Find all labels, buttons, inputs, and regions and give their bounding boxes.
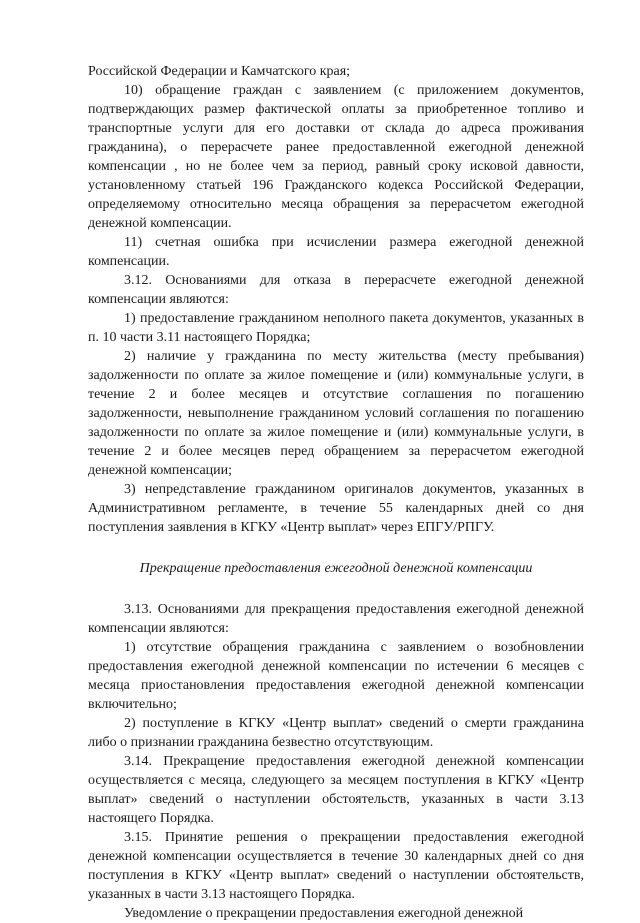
paragraph-3-15: 3.15. Принятие решения о прекращении предоставления ежегодной денежной компенсации осуществляется в течение 30 календарных дней со дня поступления в КГКУ «Центр выплат» сведений о наступлении обстоятельств, указанных в части 3.13 настоящего Порядка. [88,830,584,902]
paragraph-3-13-item-2: 2) поступление в КГКУ «Центр выплат» сведений о смерти гражданина либо о признании гражданина безвестно отсутствующим. [88,716,584,750]
paragraph-3-12-item-1: 1) предоставление гражданином неполного пакета документов, указанных в п. 10 части 3.11 настоящего Порядка; [88,311,584,345]
paragraph-3-12-item-2: 2) наличие у гражданина по месту жительства (месту пребывания) задолженности по оплате за жилое помещение и (или) коммунальные услуги, в течение 2 и более месяцев и отсутствие соглашения по погашению задолженности, невыполнение гражданином условий соглашения по погашению задолженности по оплате за жилое помещение и (или) коммунальные услуги, в течение 2 и более месяцев перед обращением за перерасчетом ежегодной денежной компенсации; [88,349,584,478]
paragraph-3-14: 3.14. Прекращение предоставления ежегодной денежной компенсации осуществляется с месяца, следующего за месяцем поступления в КГКУ «Центр выплат» сведений о наступлении обстоятельств, указанных в части 3.13 настоящего Порядка. [88,754,584,826]
paragraph-3-13-item-1: 1) отсутствие обращения гражданина с заявлением о возобновлении предоставления ежегодной денежной компенсации по истечении 6 месяцев с месяца приостановления предоставления ежегодной денежной компенсации включительно; [88,640,584,712]
paragraph-3-12-item-3: 3) непредставление гражданином оригиналов документов, указанных в Административном регламенте, в течение 55 календарных дней со дня поступления заявления в КГКУ «Центр выплат» через ЕПГУ/РПГУ. [88,482,584,535]
paragraph-notification: Уведомление о прекращении предоставления ежегодной денежной [124,906,524,921]
section-heading: Прекращение предоставления ежегодной денежной компенсации [139,561,533,576]
paragraph-item-11: 11) счетная ошибка при исчислении размера ежегодной денежной компенсации. [88,235,584,269]
paragraph-item-10: 10) обращение граждан с заявлением (с приложением документов, подтверждающих размер фактической оплаты за приобретенное топливо и транспортные услуги для его доставки от склада до адреса проживания гражданина), о перерасчете ранее предоставленной ежегодной денежной компенсации , но не более чем за период, равный сроку исковой давности, установленному статьей 196 Гражданского кодекса Российской Федерации, определяемому относительно месяца обращения за перерасчетом ежегодной денежной компенсации. [88,83,584,231]
paragraph-3-12: 3.12. Основаниями для отказа в перерасчете ежегодной денежной компенсации являются: [88,273,584,307]
paragraph-continuation: Российской Федерации и Камчатского края; [88,64,351,79]
paragraph-3-13: 3.13. Основаниями для прекращения предоставления ежегодной денежной компенсации являются: [88,602,584,636]
